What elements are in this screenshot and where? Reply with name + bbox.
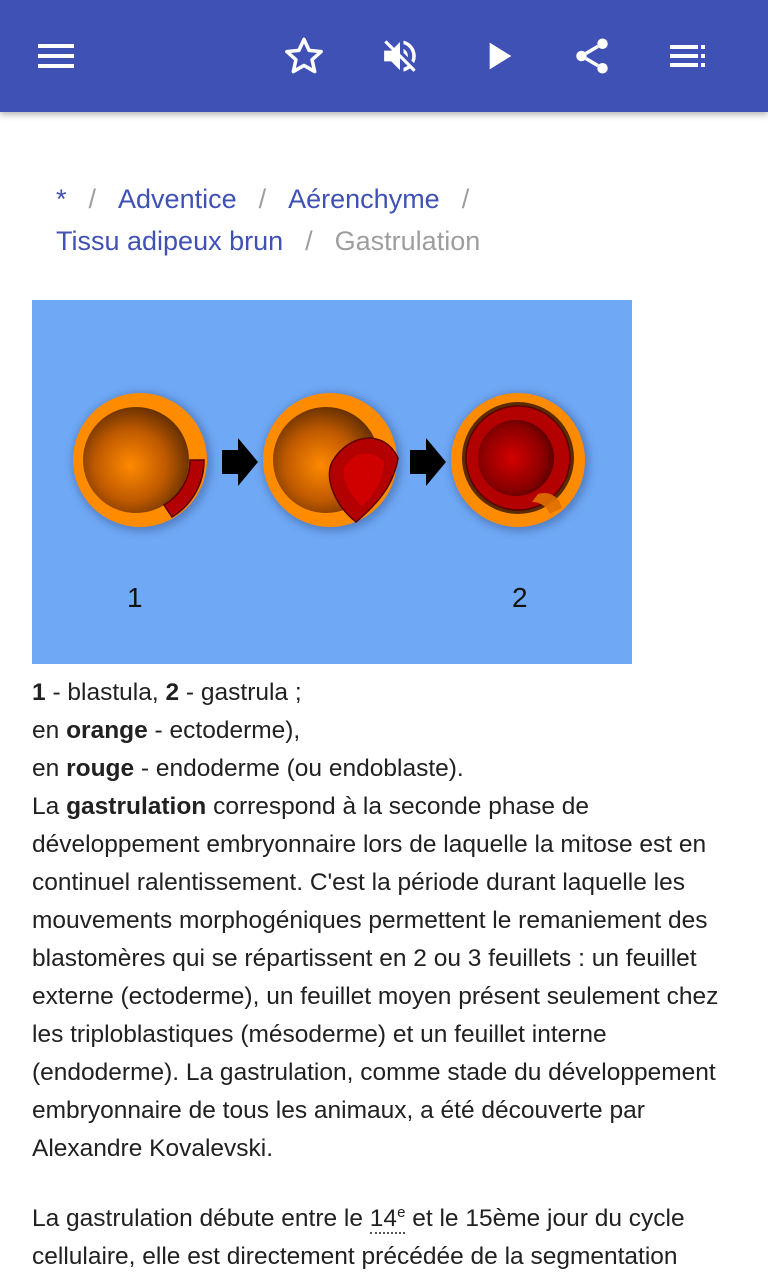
breadcrumb-separator: / bbox=[461, 184, 470, 214]
breadcrumb-separator: / bbox=[88, 184, 97, 214]
breadcrumb-separator: / bbox=[258, 184, 267, 214]
article-content bbox=[32, 674, 732, 1276]
caption-text: - blastula, bbox=[45, 679, 166, 706]
share-button[interactable] bbox=[564, 28, 620, 84]
caption-text: - gastrula ; bbox=[179, 679, 302, 706]
figure-caption bbox=[32, 674, 732, 1168]
share-icon bbox=[571, 35, 613, 77]
menu-button[interactable] bbox=[28, 28, 84, 84]
breadcrumb-separator: / bbox=[305, 226, 313, 256]
arrow-icon bbox=[410, 438, 446, 486]
ordinal-number: 14 bbox=[369, 1205, 398, 1232]
breadcrumb-item-adventice[interactable]: Adventice bbox=[118, 184, 237, 214]
caption-text: - ectoderme), bbox=[147, 717, 301, 744]
figure-label-2: 2 bbox=[512, 582, 528, 613]
blastula-stage bbox=[72, 392, 212, 532]
breadcrumb-item-home[interactable]: * bbox=[56, 184, 67, 214]
paragraph-text: correspond à la seconde phase de développement embryonnaire lors de laquelle la mitose est en continuel ralentissement. C'est la période durant laquelle les mouvements morphogéniques permettent le remaniement des blastomères qui se répartissent en 2 ou 3 feuillets : un feuillet externe (ectoderme), un feuillet moyen présent seulement chez les triploblastiques (mésoderme) et un feuillet interne (endoderme). La gastrulation, comme stade du développement embryonnaire de tous les animaux, a été découverte par Alexandre Kovalevski. bbox=[32, 793, 719, 1162]
playlist-icon bbox=[668, 36, 708, 76]
ordinal-suffix: e bbox=[397, 1203, 406, 1221]
term-gastrulation: gastrulation bbox=[66, 793, 207, 820]
caption-text: en bbox=[32, 717, 67, 744]
play-button[interactable] bbox=[470, 28, 526, 84]
arrow-icon bbox=[222, 438, 258, 486]
caption-number-1: 1 bbox=[32, 679, 46, 706]
app-bar bbox=[0, 0, 768, 112]
figure-label-1: 1 bbox=[127, 582, 143, 613]
caption-text: en bbox=[32, 755, 67, 782]
caption-text: - endoderme (ou endoblaste). bbox=[134, 755, 464, 782]
breadcrumb bbox=[56, 178, 736, 262]
paragraph bbox=[32, 1200, 732, 1276]
menu-icon bbox=[36, 36, 76, 76]
favorite-button[interactable] bbox=[276, 28, 332, 84]
breadcrumb-item-aerenchyme[interactable]: Aérenchyme bbox=[288, 184, 440, 214]
volume-off-icon bbox=[379, 35, 421, 77]
caption-bold: rouge bbox=[66, 755, 135, 782]
breadcrumb-current: Gastrulation bbox=[334, 226, 481, 256]
contents-button[interactable] bbox=[660, 28, 716, 84]
paragraph-text: La gastrulation débute entre le bbox=[32, 1205, 370, 1232]
star-icon bbox=[283, 35, 325, 77]
mute-button[interactable] bbox=[372, 28, 428, 84]
gastrula-stage bbox=[450, 392, 590, 532]
caption-bold: orange bbox=[66, 717, 148, 744]
play-icon bbox=[478, 36, 518, 76]
invagination-stage bbox=[262, 392, 402, 532]
paragraph-text: et le 15ème jour du cycle cellulaire, elle est directement précédée de la segmentation bbox=[32, 1205, 685, 1270]
ordinal-abbreviation[interactable] bbox=[370, 1205, 406, 1234]
breadcrumb-item-tissu-adipeux-brun[interactable]: Tissu adipeux brun bbox=[56, 226, 284, 256]
caption-number-2: 2 bbox=[165, 679, 180, 706]
gastrulation-illustration[interactable] bbox=[32, 300, 632, 664]
gastrulation-diagram bbox=[32, 300, 632, 664]
paragraph-text: La bbox=[32, 793, 67, 820]
